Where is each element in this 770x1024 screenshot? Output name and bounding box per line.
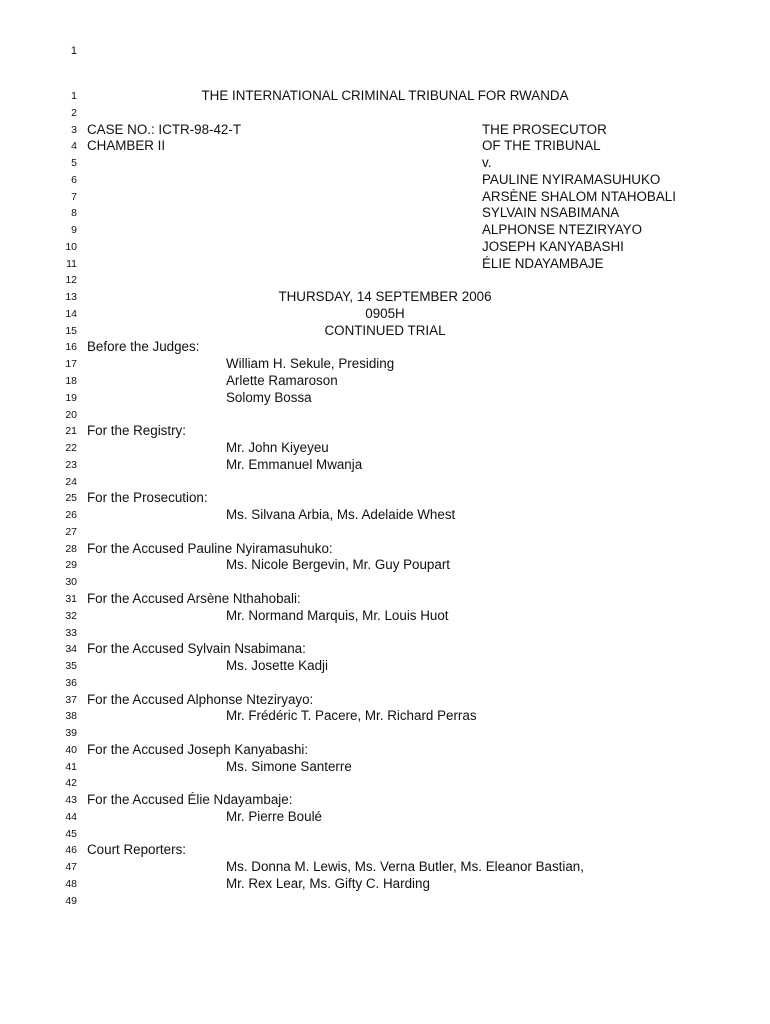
line-text-right: JOSEPH KANYABASHI bbox=[482, 238, 624, 254]
line-number: 8 bbox=[71, 207, 77, 220]
line-number: 11 bbox=[66, 257, 77, 270]
transcript-line bbox=[0, 641, 770, 658]
line-text-indent: Mr. Pierre Boulé bbox=[226, 808, 323, 824]
line-text-left: CASE NO.: ICTR-98-42-T bbox=[87, 121, 242, 137]
transcript-line bbox=[0, 541, 770, 558]
line-number: 23 bbox=[65, 458, 77, 471]
transcript-line bbox=[0, 557, 770, 574]
transcript-line bbox=[0, 893, 770, 910]
line-number: 31 bbox=[65, 592, 77, 605]
transcript-line bbox=[0, 172, 770, 189]
line-number: 47 bbox=[65, 861, 77, 874]
line-number: 13 bbox=[65, 291, 77, 304]
transcript-line bbox=[0, 708, 770, 725]
line-text-indent: Mr. Emmanuel Mwanja bbox=[226, 456, 363, 472]
transcript-line bbox=[0, 792, 770, 809]
line-text-right: THE PROSECUTOR bbox=[482, 121, 607, 137]
line-number: 16 bbox=[65, 341, 77, 354]
line-number: 48 bbox=[65, 877, 77, 890]
line-number: 28 bbox=[65, 542, 77, 555]
transcript-line bbox=[0, 474, 770, 491]
transcript-line bbox=[0, 423, 770, 440]
line-number: 7 bbox=[71, 190, 77, 203]
line-number: 27 bbox=[65, 525, 77, 538]
line-number: 9 bbox=[71, 224, 77, 237]
line-text-right: ARSÈNE SHALOM NTAHOBALI bbox=[482, 188, 676, 204]
line-text-right: ALPHONSE NTEZIRYAYO bbox=[482, 222, 642, 238]
transcript-line bbox=[0, 339, 770, 356]
line-text-left: Before the Judges: bbox=[87, 339, 200, 355]
transcript-line bbox=[0, 507, 770, 524]
line-number: 1 bbox=[71, 90, 77, 102]
line-number: 25 bbox=[65, 492, 77, 505]
transcript-line bbox=[0, 826, 770, 843]
line-number: 15 bbox=[65, 324, 77, 337]
line-text-indent: Ms. Simone Santerre bbox=[226, 758, 352, 774]
transcript-line bbox=[0, 759, 770, 776]
line-number: 49 bbox=[65, 894, 77, 907]
line-text-center: CONTINUED TRIAL bbox=[324, 322, 446, 338]
line-number: 46 bbox=[65, 844, 77, 857]
transcript-line bbox=[0, 189, 770, 206]
transcript-body bbox=[0, 88, 770, 910]
line-number: 10 bbox=[65, 240, 77, 253]
transcript-line bbox=[0, 591, 770, 608]
transcript-line bbox=[0, 742, 770, 759]
line-text-right: ÉLIE NDAYAMBAJE bbox=[482, 255, 604, 271]
transcript-line bbox=[0, 490, 770, 507]
line-number: 32 bbox=[65, 609, 77, 622]
line-text-indent: Ms. Donna M. Lewis, Ms. Verna Butler, Ms. Eleanor Bastian, bbox=[226, 859, 584, 875]
line-text-left: For the Accused Arsène Nthahobali: bbox=[87, 590, 301, 606]
transcript-line bbox=[0, 809, 770, 826]
line-number: 43 bbox=[65, 794, 77, 807]
line-number: 2 bbox=[71, 106, 77, 119]
line-number: 26 bbox=[65, 509, 77, 522]
transcript-line bbox=[0, 692, 770, 709]
transcript-line bbox=[0, 608, 770, 625]
transcript-line bbox=[0, 675, 770, 692]
line-text-left: For the Accused Alphonse Nteziryayo: bbox=[87, 691, 314, 707]
line-text-left: For the Registry: bbox=[87, 423, 186, 439]
line-number: 44 bbox=[65, 810, 77, 823]
line-text-left: For the Accused Pauline Nyiramasuhuko: bbox=[87, 540, 333, 556]
line-text-indent: William H. Sekule, Presiding bbox=[226, 356, 395, 372]
line-text-right: OF THE TRIBUNAL bbox=[482, 138, 601, 154]
line-number: 37 bbox=[65, 693, 77, 706]
transcript-line bbox=[0, 842, 770, 859]
line-number: 18 bbox=[65, 375, 77, 388]
transcript-line bbox=[0, 88, 770, 105]
transcript-line bbox=[0, 373, 770, 390]
line-text-indent: Arlette Ramaroson bbox=[226, 373, 338, 389]
transcript-line bbox=[0, 138, 770, 155]
transcript-line bbox=[0, 155, 770, 172]
page-number: 1 bbox=[70, 45, 77, 57]
line-text-right: v. bbox=[482, 155, 492, 171]
line-text-center: THE INTERNATIONAL CRIMINAL TRIBUNAL FOR RWANDA bbox=[201, 88, 569, 103]
transcript-line bbox=[0, 440, 770, 457]
line-text-right: PAULINE NYIRAMASUHUKO bbox=[482, 171, 661, 187]
line-number: 22 bbox=[65, 442, 77, 455]
line-number: 45 bbox=[65, 827, 77, 840]
line-number: 20 bbox=[65, 408, 77, 421]
line-number: 35 bbox=[65, 660, 77, 673]
transcript-line bbox=[0, 256, 770, 273]
line-number: 5 bbox=[71, 157, 77, 170]
line-number: 4 bbox=[71, 140, 77, 153]
line-number: 21 bbox=[65, 425, 77, 438]
line-text-left: CHAMBER II bbox=[87, 138, 166, 154]
transcript-line bbox=[0, 407, 770, 424]
line-number: 34 bbox=[65, 643, 77, 656]
line-text-indent: Solomy Bossa bbox=[226, 389, 312, 405]
transcript-line bbox=[0, 205, 770, 222]
line-text-left: For the Accused Élie Ndayambaje: bbox=[87, 792, 293, 808]
transcript-line bbox=[0, 457, 770, 474]
transcript-line bbox=[0, 239, 770, 256]
line-text-left: For the Accused Joseph Kanyabashi: bbox=[87, 741, 309, 757]
transcript-line bbox=[0, 658, 770, 675]
transcript-line bbox=[0, 876, 770, 893]
line-number: 29 bbox=[65, 559, 77, 572]
line-text-center: THURSDAY, 14 SEPTEMBER 2006 bbox=[278, 289, 492, 305]
line-text-left: For the Accused Sylvain Nsabimana: bbox=[87, 641, 306, 657]
transcript-line bbox=[0, 272, 770, 289]
line-text-right: SYLVAIN NSABIMANA bbox=[482, 205, 620, 221]
line-text-indent: Mr. Normand Marquis, Mr. Louis Huot bbox=[226, 607, 449, 623]
line-number: 41 bbox=[65, 760, 77, 773]
line-number: 36 bbox=[65, 676, 77, 689]
line-number: 6 bbox=[71, 173, 77, 186]
line-text-indent: Mr. John Kiyeyeu bbox=[226, 440, 329, 456]
transcript-line bbox=[0, 775, 770, 792]
transcript-line bbox=[0, 574, 770, 591]
line-text-left: Court Reporters: bbox=[87, 842, 186, 858]
line-number: 42 bbox=[65, 777, 77, 790]
line-number: 40 bbox=[65, 743, 77, 756]
line-text-indent: Ms. Nicole Bergevin, Mr. Guy Poupart bbox=[226, 557, 451, 573]
transcript-line bbox=[0, 524, 770, 541]
line-text-indent: Mr. Frédéric T. Pacere, Mr. Richard Perras bbox=[226, 708, 477, 724]
line-text-indent: Ms. Josette Kadji bbox=[226, 658, 328, 674]
transcript-line bbox=[0, 323, 770, 340]
line-number: 30 bbox=[65, 576, 77, 589]
transcript-line bbox=[0, 725, 770, 742]
line-number: 19 bbox=[65, 391, 77, 404]
transcript-line bbox=[0, 122, 770, 139]
transcript-line bbox=[0, 625, 770, 642]
transcript-line bbox=[0, 390, 770, 407]
line-number: 17 bbox=[65, 358, 77, 371]
transcript-line bbox=[0, 289, 770, 306]
line-number: 3 bbox=[71, 123, 77, 136]
line-number: 38 bbox=[65, 710, 77, 723]
line-text-left: For the Prosecution: bbox=[87, 490, 208, 506]
line-number: 33 bbox=[65, 626, 77, 639]
transcript-line bbox=[0, 859, 770, 876]
line-number: 39 bbox=[65, 727, 77, 740]
line-number: 14 bbox=[65, 307, 77, 320]
transcript-line bbox=[0, 356, 770, 373]
transcript-line bbox=[0, 306, 770, 323]
line-text-indent: Ms. Silvana Arbia, Ms. Adelaide Whest bbox=[226, 507, 456, 523]
line-number: 24 bbox=[65, 475, 77, 488]
line-number: 12 bbox=[65, 274, 77, 287]
line-text-indent: Mr. Rex Lear, Ms. Gifty C. Harding bbox=[226, 875, 430, 891]
transcript-line bbox=[0, 105, 770, 122]
line-text-center: 0905H bbox=[365, 305, 405, 321]
transcript-line bbox=[0, 222, 770, 239]
